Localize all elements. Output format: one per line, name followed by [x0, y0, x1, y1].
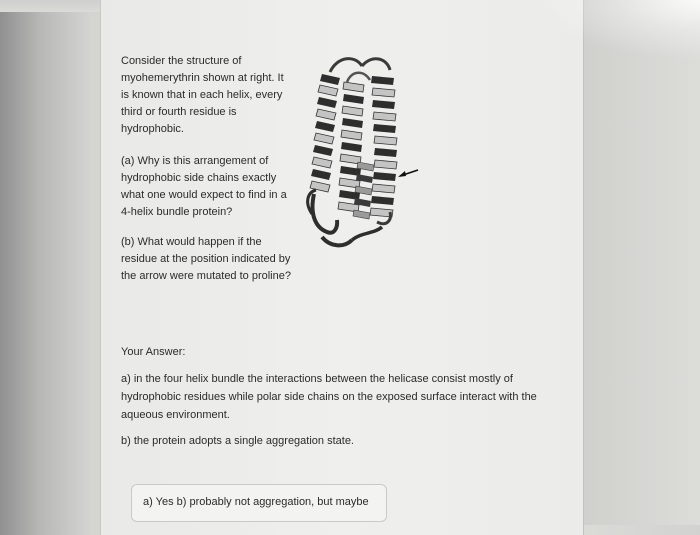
- protein-ribbon-icon: [292, 52, 422, 257]
- question-part-b: (b) What would happen if the residue at the position indicated by the arrow were mutated to proline?: [121, 236, 291, 282]
- screen-glare: [530, 0, 700, 60]
- question-part-a: (a) Why is this arrangement of hydrophobic side chains exactly what one would expect to find in a 4-helix bundle protein?: [121, 155, 287, 218]
- feedback-box: [131, 484, 387, 522]
- adjacent-panel: [583, 0, 700, 525]
- arrow-icon: [398, 170, 418, 177]
- question-intro: Consider the structure of myohemerythrin shown at right. It is known that in each helix, every third or fourth residue is hydrophobic.: [121, 55, 284, 135]
- answer-part-b: b) the protein adopts a single aggregation state.: [121, 435, 354, 447]
- answer-part-a: a) in the four helix bundle the interactions between the helicase consist mostly of hydrophobic residues while polar side chains on the exposed surface interact with the aqueous environment.: [121, 373, 537, 421]
- helix-3: [370, 76, 397, 217]
- feedback-text: a) Yes b) probably not aggregation, but maybe: [143, 496, 369, 508]
- helix-1: [310, 74, 340, 192]
- your-answer-label: Your Answer:: [121, 346, 186, 358]
